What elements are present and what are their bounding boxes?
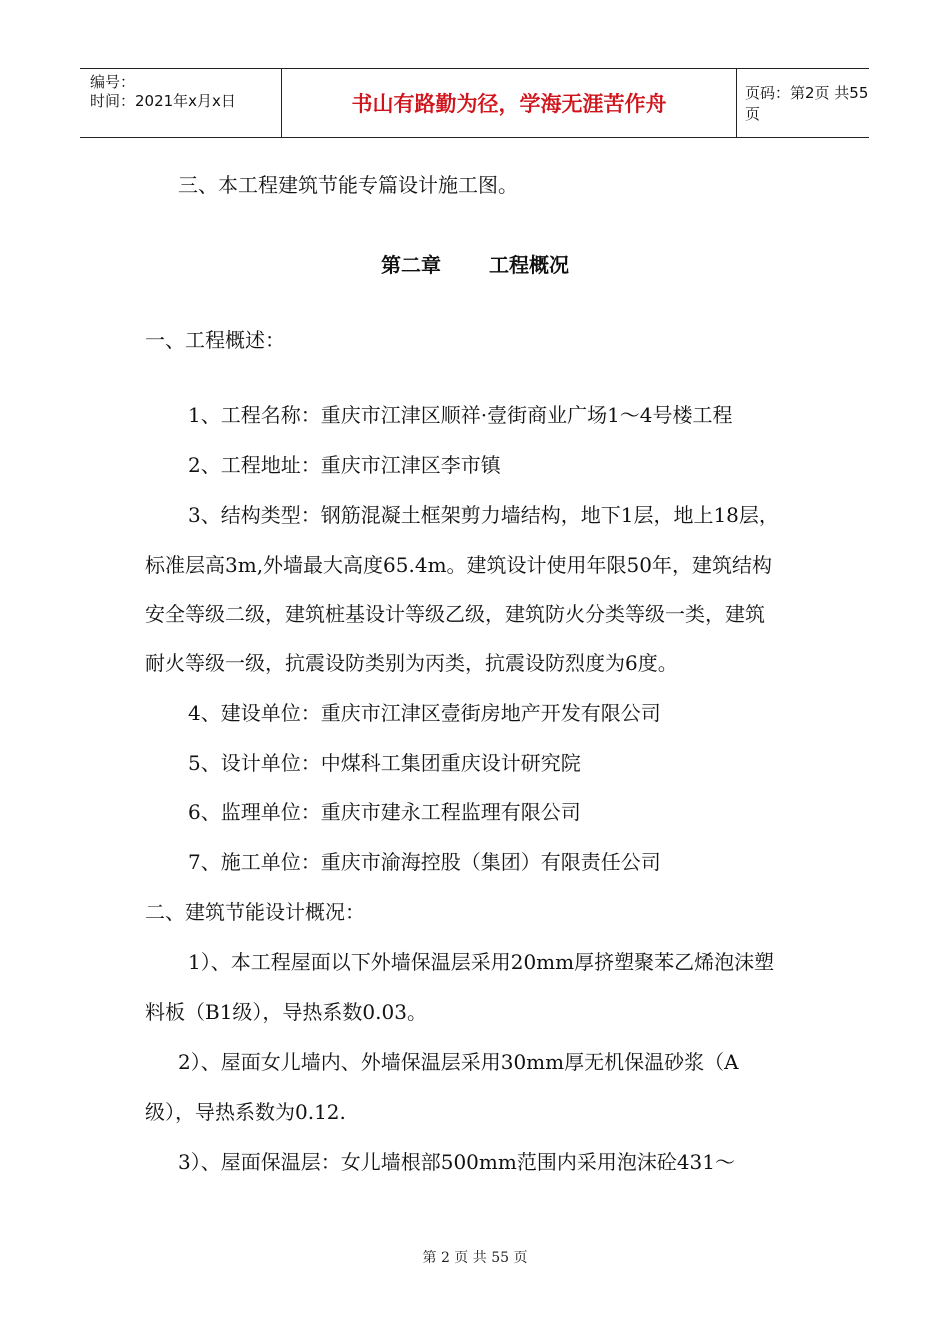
list-item: 1、工程名称：重庆市江津区顺祥·壹街商业广场1～4号楼工程 — [188, 403, 733, 427]
paragraph-line: 2）、屋面女儿墙内、外墙保温层采用30mm厚无机保温砂浆（A — [178, 1050, 739, 1074]
chapter-title: 工程概况 — [489, 253, 569, 277]
intro-line: 三、本工程建筑节能专篇设计施工图。 — [178, 173, 518, 197]
document-time-label: 时间：2021年x月x日 — [90, 92, 236, 110]
paragraph-line: 耐火等级一级，抗震设防类别为丙类，抗震设防烈度为6度。 — [145, 651, 678, 675]
list-item: 3、结构类型：钢筋混凝土框架剪力墙结构，地下1层，地上18层， — [188, 503, 779, 527]
list-item: 7、施工单位：重庆市渝海控股（集团）有限责任公司 — [188, 850, 661, 874]
paragraph-line: 标准层高3m,外墙最大高度65.4m。建筑设计使用年限50年，建筑结构 — [145, 553, 772, 577]
document-number-label: 编号： — [90, 73, 136, 91]
chapter-number: 第二章 — [381, 253, 441, 277]
header-motto: 书山有路勤为径，学海无涯苦作舟 — [282, 69, 737, 137]
paragraph-line: 1）、本工程屋面以下外墙保温层采用20mm厚挤塑聚苯乙烯泡沫塑 — [188, 950, 775, 974]
section-title: 一、工程概述： — [145, 328, 285, 352]
list-item: 4、建设单位：重庆市江津区壹街房地产开发有限公司 — [188, 701, 661, 725]
list-item: 2、工程地址：重庆市江津区李市镇 — [188, 453, 501, 477]
section-title: 二、建筑节能设计概况： — [145, 900, 365, 924]
list-item: 6、监理单位：重庆市建永工程监理有限公司 — [188, 800, 581, 824]
page-footer: 第 2 页 共 55 页 — [422, 1250, 528, 1266]
chapter-heading — [0, 249, 950, 278]
document-header-table — [80, 68, 869, 138]
header-info-cell — [80, 69, 282, 137]
list-item: 5、设计单位：中煤科工集团重庆设计研究院 — [188, 751, 581, 775]
paragraph-line: 料板（B1级），导热系数0.03。 — [145, 1000, 427, 1024]
header-page-info: 页码：第2页 共55页 — [745, 84, 869, 123]
paragraph-line: 安全等级二级，建筑桩基设计等级乙级，建筑防火分类等级一类，建筑 — [145, 602, 765, 626]
paragraph-line: 级），导热系数为0.12. — [145, 1100, 346, 1124]
paragraph-line: 3）、屋面保温层：女儿墙根部500mm范围内采用泡沫砼431～ — [178, 1150, 736, 1174]
